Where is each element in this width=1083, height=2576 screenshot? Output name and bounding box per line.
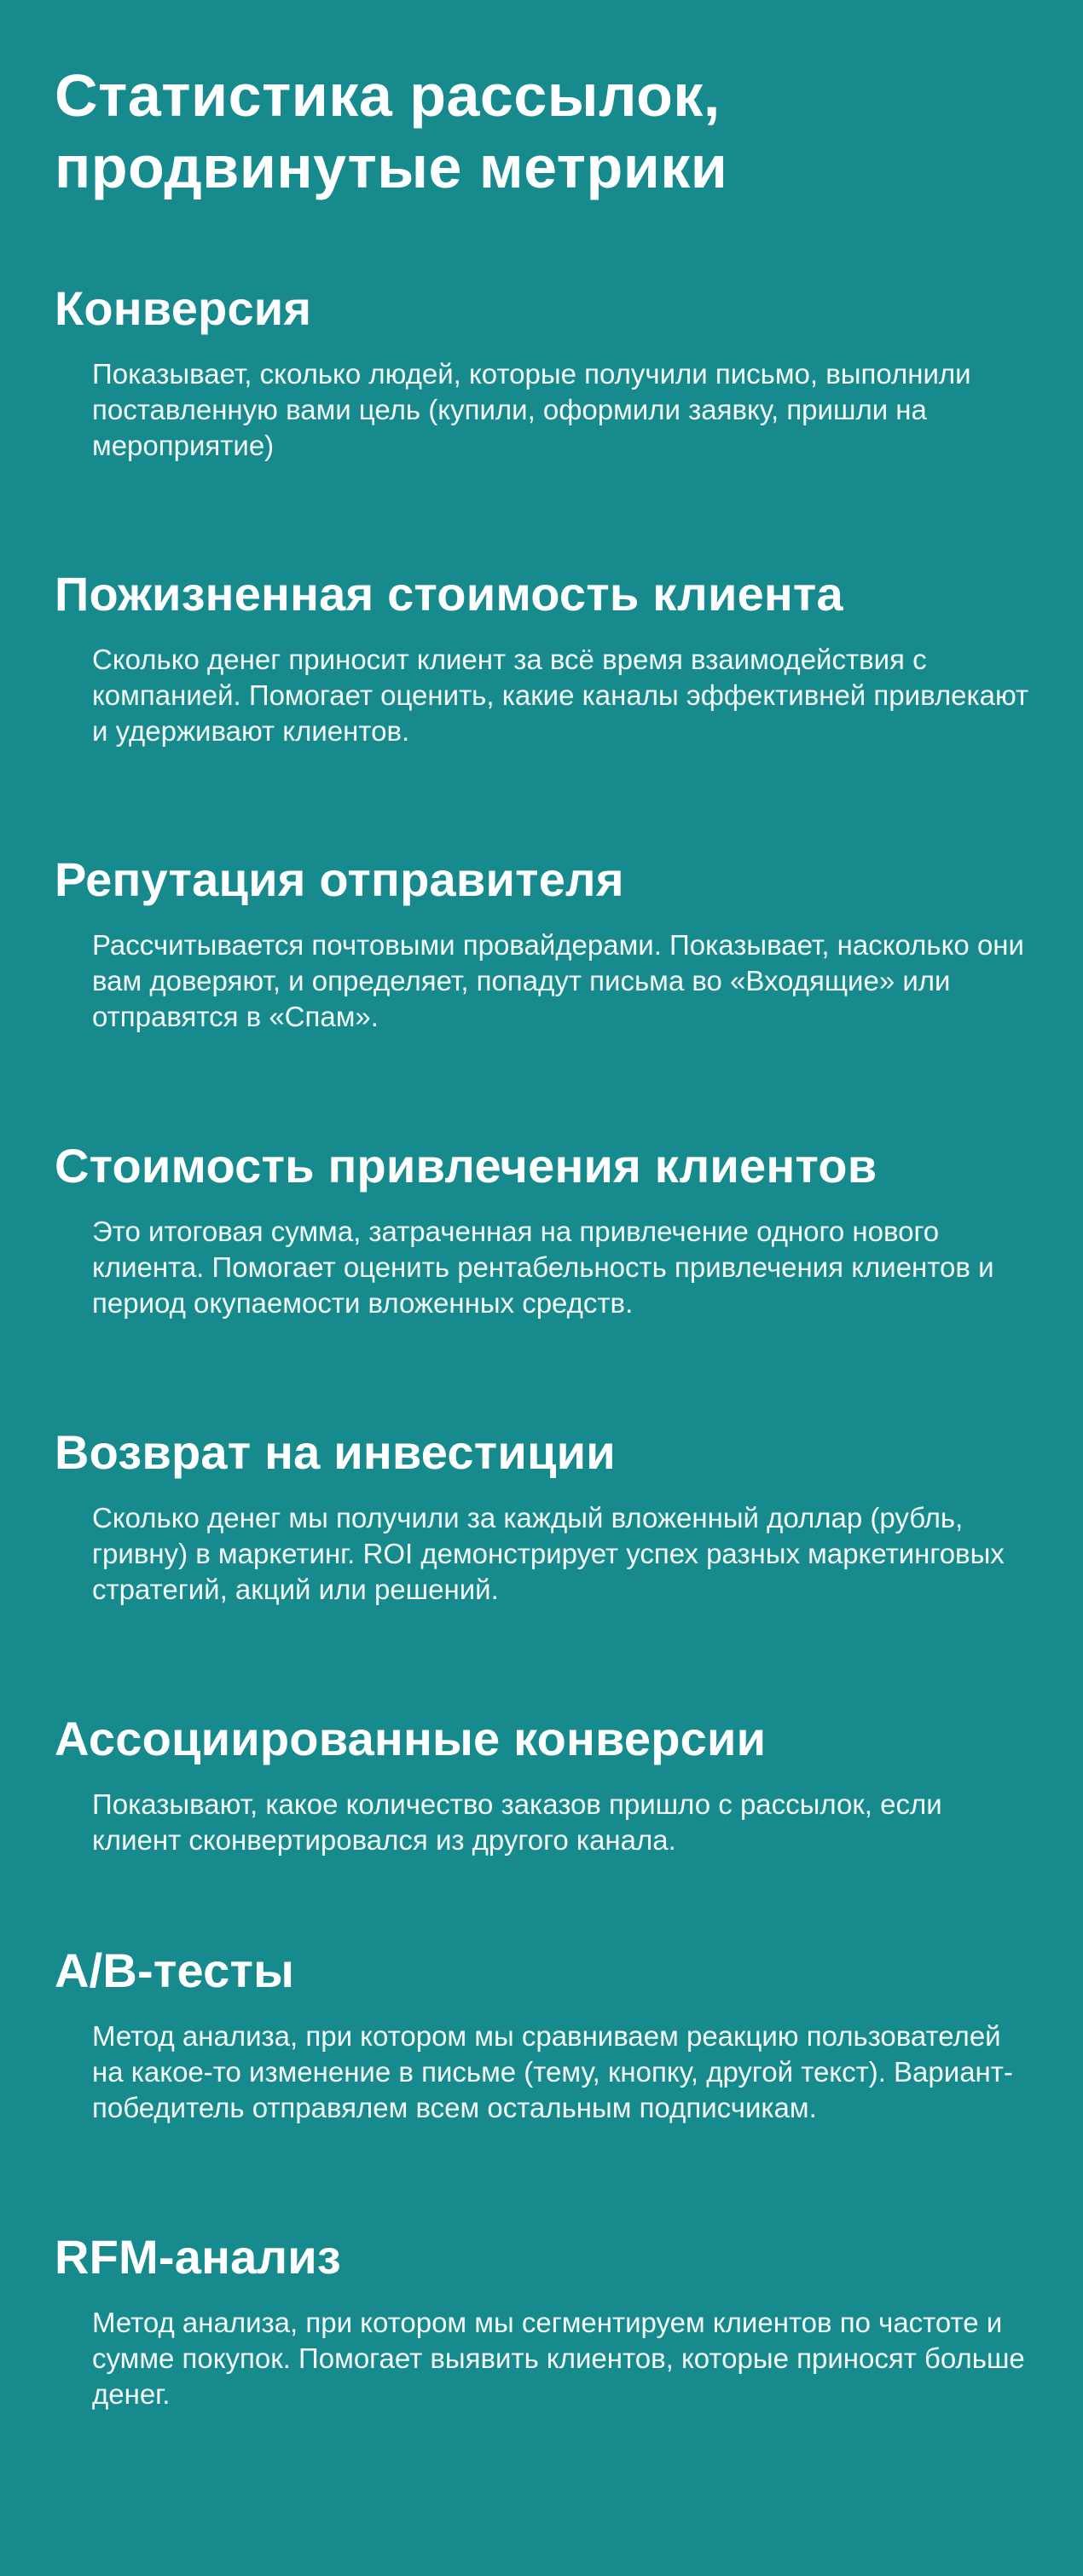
section-heading: Репутация отправителя (55, 852, 624, 906)
section-heading: Стоимость привлечения клиентов (55, 1139, 877, 1193)
section-conversion (55, 281, 1035, 464)
section-assisted-conversions (55, 1712, 1035, 1858)
section-heading: Возврат на инвестиции (55, 1425, 616, 1479)
section-description: Рассчитывается почтовыми провайдерами. Показывает, насколько они вам доверяют, и определяет, попадут письма во «Входящие» или отправятся в «Спам». (92, 929, 1024, 1032)
section-description: Это итоговая сумма, затраченная на привлечение одного нового клиента. Помогает оценить рентабельность привлечения клиентов и период окупаемости вложенных средств. (92, 1216, 994, 1319)
section-description: Метод анализа, при котором мы сегментируем клиентов по частоте и сумме покупок. Помогает выявить клиентов, которые приносят больше денег. (92, 2307, 1025, 2410)
section-heading: RFM-анализ (55, 2230, 341, 2284)
section-sender-reputation (55, 852, 1035, 1035)
section-description: Метод анализа, при котором мы сравниваем реакцию пользователей на какое-то изменение в письме (тему, кнопку, другой текст). Вариант-победитель отправялем всем остальным подписчикам. (92, 2020, 1013, 2123)
section-heading: Конверсия (55, 281, 312, 335)
section-return-on-investment (55, 1425, 1035, 1608)
section-description: Сколько денег приносит клиент за всё время взаимодействия с компанией. Помогает оценить, какие каналы эффективней привлекают и удерживают клиентов. (92, 644, 1029, 747)
page-title-line-2: продвинутые метрики (55, 134, 728, 200)
page-title-line-1: Статистика рассылок, (55, 62, 721, 129)
section-customer-acquisition-cost (55, 1139, 1035, 1321)
section-rfm-analysis (55, 2230, 1035, 2412)
section-description: Показывает, сколько людей, которые получили письмо, выполнили поставленную вами цель (купили, оформили заявку, пришли на мероприятие) (92, 358, 971, 461)
section-customer-lifetime-value (55, 567, 1035, 749)
section-heading: Ассоциированные конверсии (55, 1712, 767, 1765)
section-heading: Пожизненная стоимость клиента (55, 567, 843, 621)
section-ab-tests (55, 1944, 1035, 2126)
section-description: Показывают, какое количество заказов пришло с рассылок, если клиент сконвертировался из другого канала. (92, 1788, 942, 1856)
section-heading: A/B-тесты (55, 1944, 295, 1997)
section-description: Сколько денег мы получили за каждый вложенный доллар (рубль, гривну) в маркетинг. ROI демонстрирует успех разных маркетинговых стратегий, акций или решений. (92, 1502, 1005, 1605)
page-title (55, 60, 1027, 203)
